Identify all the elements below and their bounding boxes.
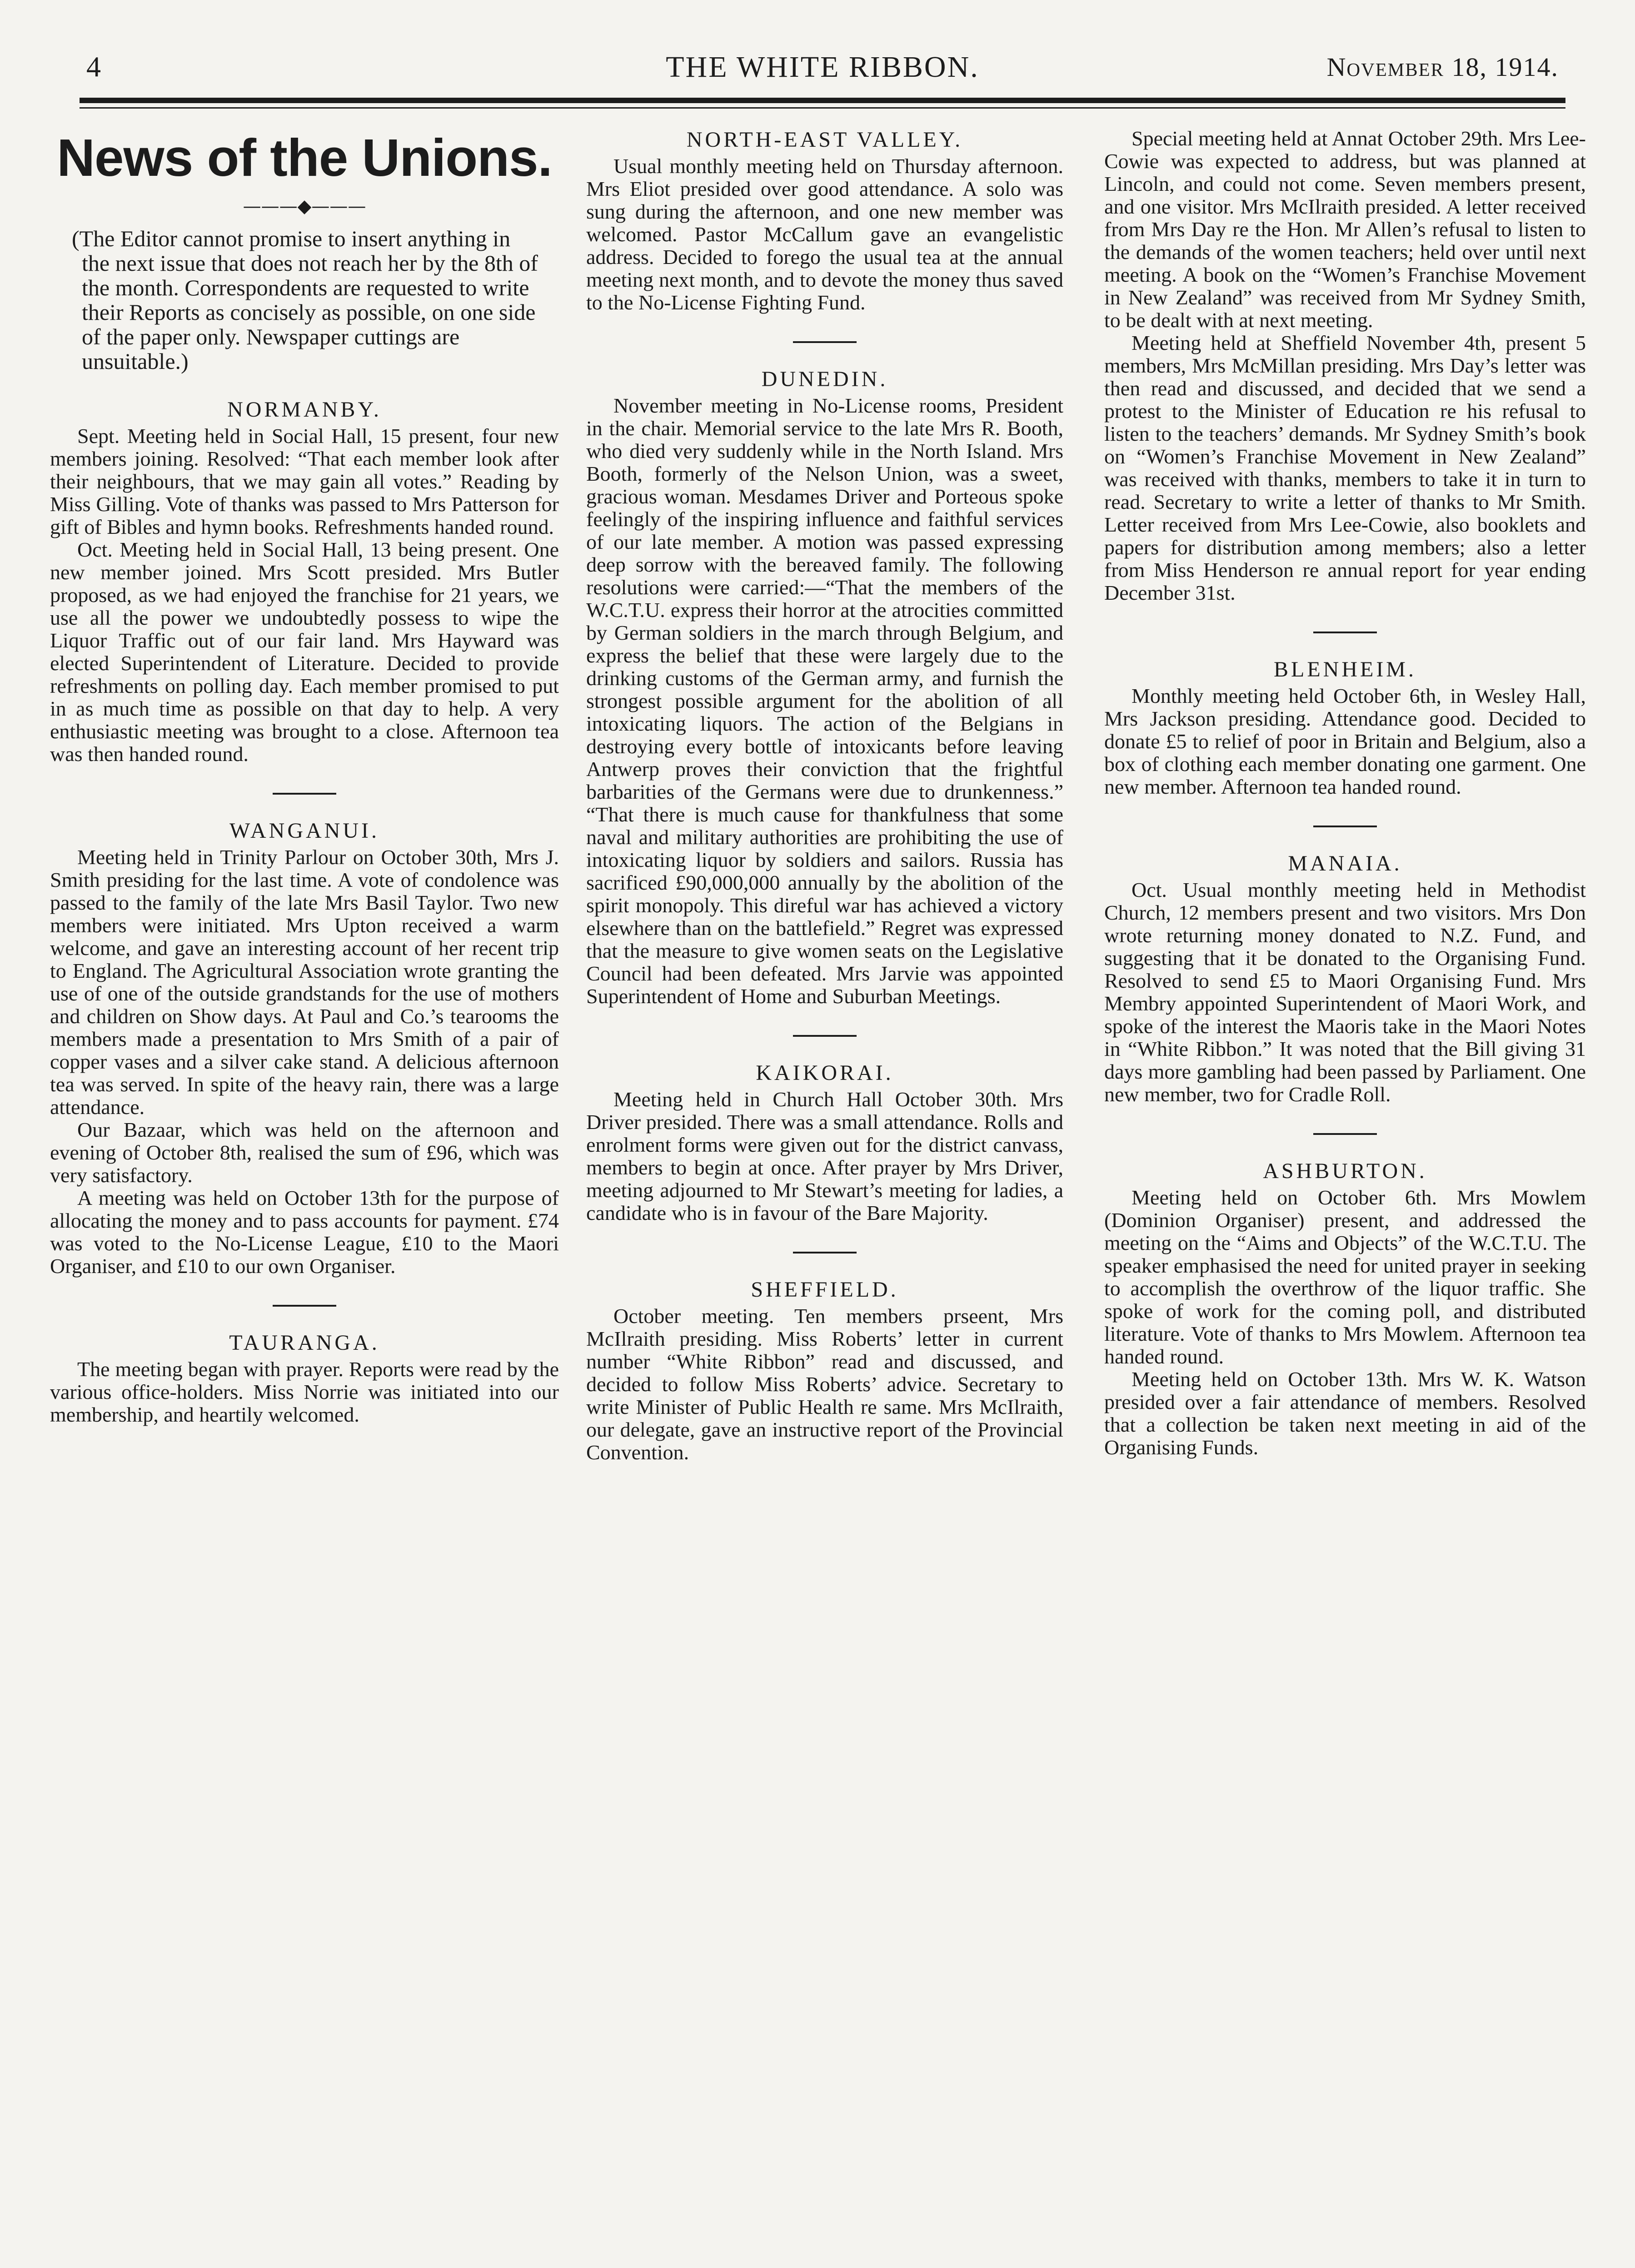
- page-header: [86, 50, 1559, 95]
- column-1: [50, 127, 559, 1426]
- section-heading-dunedin: DUNEDIN.: [761, 367, 888, 391]
- section-divider: [793, 1035, 857, 1037]
- section-paragraph: Monthly meeting held October 6th, in Wesley Hall, Mrs Jackson presiding. Attendance good. Decided to donate £5 to relief of poor in Britain and Belgium, also a box of clothing each member donating one garment. One new member. Afternoon tea handed round.: [1104, 684, 1586, 798]
- issue-date: November 18, 1914.: [1326, 52, 1559, 82]
- page-title: News of the Unions.: [57, 128, 552, 187]
- section-paragraph: Meeting held on October 13th. Mrs W. K. Watson presided over a fair attendance of members. Resolved that a collection be taken next meeting in aid of the Organising Funds.: [1104, 1368, 1586, 1459]
- section-paragraph: Oct. Usual monthly meeting held in Methodist Church, 12 members present and two visitors. Mrs Don wrote returning money donated to N.Z. Fund, and suggesting that it be donated to the Organising Fund. Resolved to send £5 to Maori Organising Fund. Mrs Membry appointed Superintendent of Maori Work, and spoke of the interest the Maoris take in the Maori Notes in “White Ribbon.” It was noted that the Bill giving 31 days more gambling had been passed by Parliament. One new member, two for Cradle Roll.: [1104, 878, 1586, 1106]
- section-heading-ashburton: ASHBURTON.: [1263, 1159, 1427, 1183]
- title-ornament: ———◆———: [243, 196, 366, 217]
- section-paragraph: The meeting began with prayer. Reports were read by the various office-holders. Miss Norrie was initiated into our membership, and heartily welcomed.: [50, 1358, 559, 1426]
- section-paragraph: Usual monthly meeting held on Thursday afternoon. Mrs Eliot presided over good attendance. A solo was sung during the afternoon, and one new member was welcomed. Pastor McCallum gave an evangelistic address. Decided to forego the usual tea at the annual meeting next month, and to devote the money thus saved to the No-License Fighting Fund.: [586, 154, 1063, 314]
- section-heading-tauranga: TAURANGA.: [229, 1331, 380, 1355]
- header-rule-thin: [80, 107, 1565, 109]
- section-paragraph: Special meeting held at Annat October 29th. Mrs Lee-Cowie was expected to address, but was planned at Lincoln, and could not come. Seven members present, and one visitor. Mrs McIlraith presided. A letter received from Mrs Day re the Hon. Mr Allen’s refusal to listen to the demands of the women teachers; held over until next meeting. A book on the “Women’s Franchise Movement in New Zealand” was received from Mr Sydney Smith, to be dealt with at next meeting.: [1104, 127, 1586, 332]
- section-paragraph: Meeting held in Church Hall October 30th. Mrs Driver presided. There was a small attendance. Rolls and enrolment forms were given out for the district canvass, members to begin at once. After prayer by Mrs Driver, meeting adjourned to Mr Stewart’s meeting for ladies, a candidate who is in favour of the Bare Majority.: [586, 1088, 1063, 1224]
- section-divider: [1313, 632, 1377, 633]
- section-heading-normanby: NORMANBY.: [227, 398, 382, 422]
- section-paragraph: November meeting in No-License rooms, President in the chair. Memorial service to the late Mrs R. Booth, who died very suddenly while in the North Island. Mrs Booth, formerly of the Nelson Union, was a sweet, gracious woman. Mesdames Driver and Porteous spoke feelingly of the inspiring influence and faithful services of our late member. A motion was passed expressing deep sorrow with the bereaved family. The following resolutions were carried:—“That the members of the W.C.T.U. express their horror at the atrocities committed by German soldiers in the march through Belgium, and express the belief that these were largely due to the drinking customs of the German army, and furnish the strongest possible argument for the abolition of all intoxicating liquors. The action of the Belgians in destroying every bottle of intoxicants before leaving Antwerp proves their conviction that the frightful barbarities of the Germans were due to drunkenness.” “That there is much cause for thankfulness that some naval and military authorities are prohibiting the use of intoxicating liquor by soldiers and sailors. Russia has sacrificed £90,000,000 annually by the abolition of the spirit monopoly. This direful war has achieved a victory elsewhere than on the battlefield.” Regret was expressed that the measure to give women seats on the Legislative Council had been defeated. Mrs Jarvie was appointed Superintendent of Home and Suburban Meetings.: [586, 394, 1063, 1008]
- section-heading-sheffield: SHEFFIELD.: [751, 1278, 899, 1302]
- section-paragraph: Meeting held in Trinity Parlour on October 30th, Mrs J. Smith presiding for the last time. A vote of condolence was passed to the family of the late Mrs Basil Taylor. Two new members were initiated. Mrs Upton received a warm welcome, and gave an interesting account of her recent trip to England. The Agricultural Association wrote granting the use of one of the outside grandstands for the use of mothers and children on Show days. At Paul and Co.’s tearooms the members made a presentation to Mrs Smith of a pair of copper vases and a silver cake stand. A delicious afternoon tea was served. In spite of the heavy rain, there was a large attendance.: [50, 846, 559, 1119]
- section-heading-kaikorai: KAIKORAI.: [756, 1061, 894, 1085]
- section-heading-north-east-valley: NORTH-EAST VALLEY.: [686, 128, 963, 152]
- section-paragraph: Our Bazaar, which was held on the afternoon and evening of October 8th, realised the sum of £96, which was very satisfactory.: [50, 1118, 559, 1187]
- section-divider: [1313, 826, 1377, 827]
- header-rule: [80, 98, 1565, 103]
- editor-note: (The Editor cannot promise to insert anything in the next issue that does not reach her by the 8th of the month. Correspondents are requested to write their Reports as concisely as possible, on one side of the paper only. Newspaper cuttings are unsuitable.): [72, 226, 538, 374]
- section-divider: [1313, 1133, 1377, 1135]
- column-3: [1104, 127, 1586, 1459]
- section-divider: [793, 341, 857, 343]
- section-heading-wanganui: WANGANUI.: [229, 819, 379, 843]
- section-paragraph: Meeting held on October 6th. Mrs Mowlem (Dominion Organiser) present, and addressed the meeting on the “Aims and Objects” of the W.C.T.U. The speaker emphasised the need for united prayer in seeking to accomplish the overthrow of the liquor traffic. She spoke of work for the coming poll, and distributed literature. Vote of thanks to Mrs Mowlem. Afternoon tea handed round.: [1104, 1186, 1586, 1368]
- newspaper-title: THE WHITE RIBBON.: [666, 50, 979, 84]
- section-heading-manaia: MANAIA.: [1288, 851, 1402, 875]
- section-paragraph: Meeting held at Sheffield November 4th, present 5 members, Mrs McMillan presiding. Mrs Day’s letter was then read and discussed, and decided that we send a protest to the Minister of Education re his refusal to listen to the teachers’ demands. Mr Sydney Smith’s book on “Women’s Franchise Movement in New Zealand” was received with thanks, members to take it in turn to read. Secretary to write a letter of thanks to Mr Smith. Letter received from Mrs Lee-Cowie, also booklets and papers for distribution among members; also a letter from Miss Henderson re annual report for year ending December 31st.: [1104, 331, 1586, 604]
- column-2: [586, 127, 1063, 1464]
- section-divider: [273, 1305, 336, 1307]
- page-number: 4: [86, 50, 101, 83]
- section-divider: [793, 1252, 857, 1253]
- section-paragraph: October meeting. Ten members prseent, Mrs McIlraith presiding. Miss Roberts’ letter in current number “White Ribbon” read and discussed, and decided to follow Miss Roberts’ advice. Secretary to write Minister of Public Health re same. Mrs McIlraith, our delegate, gave an instructive report of the Provincial Convention.: [586, 1304, 1063, 1464]
- section-heading-blenheim: BLENHEIM.: [1274, 657, 1416, 681]
- section-divider: [273, 793, 336, 795]
- section-paragraph: Oct. Meeting held in Social Hall, 13 being present. One new member joined. Mrs Scott presided. Mrs Butler proposed, as we had enjoyed the franchise for 21 years, we use all the power we undoubtedly possess to wipe the Liquor Traffic out of our fair land. Mrs Hayward was elected Superintendent of Literature. Decided to provide refreshments on polling day. Each member promised to put in as much time as possible on that day to help. A very enthusiastic meeting was brought to a close. Afternoon tea was then handed round.: [50, 538, 559, 766]
- section-paragraph: Sept. Meeting held in Social Hall, 15 present, four new members joining. Resolved: “That each member look after their neighbours, that we may gain all votes.” Reading by Miss Gilling. Vote of thanks was passed to Mrs Patterson for gift of Bibles and hymn books. Refreshments handed round.: [50, 424, 559, 538]
- section-paragraph: A meeting was held on October 13th for the purpose of allocating the money and to pass accounts for payment. £74 was voted to the No-License League, £10 to the Maori Organiser, and £10 to our own Organiser.: [50, 1186, 559, 1278]
